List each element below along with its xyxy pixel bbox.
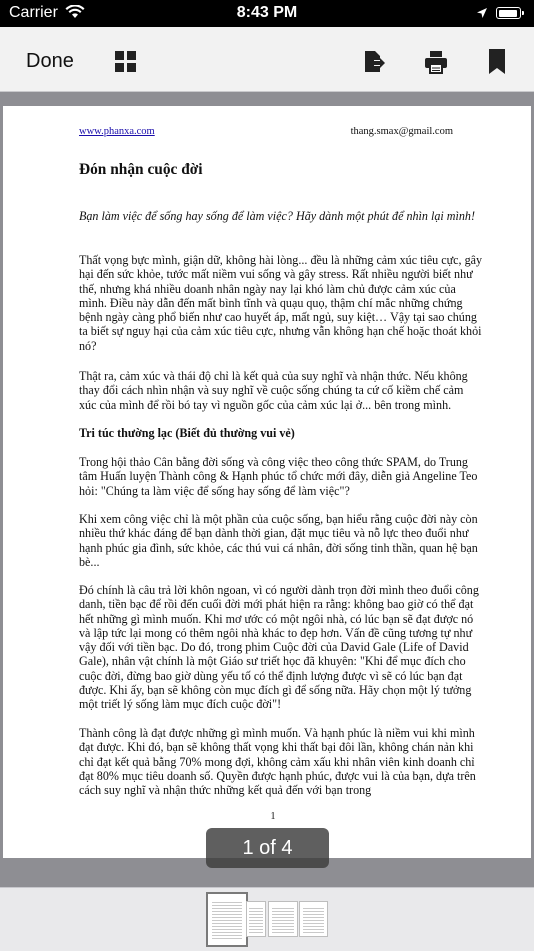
paragraph-1: Thất vọng bực mình, giận dữ, không hài lòng... đều là những cảm xúc tiêu cực, gây hại đến sức khỏe, tước mất niềm vui sống và gây stress. Rất nhiều người biết như thế, nhưng khá nhiều doanh nhân ngày nay lại khó làm chủ được cảm xúc của mình. Điều này dẫn đến mất bình tĩnh và quạu quọ, thậm chí mắc những chứng bệnh ngày càng phổ biến như cao huyết áp, mất ngủ, suy kiệt… Vậy tại sao chúng ta biết sự nguy hại của cảm xúc tiêu cực, nhưng vẫn không hạn chế hoặc thoát khỏi nó? (79, 253, 483, 353)
bookmark-icon[interactable] (489, 49, 505, 79)
page-number: 1 (270, 811, 276, 822)
document-page (3, 106, 531, 858)
paragraph-6: Thành công là đạt được những gì mình muốn. Và hạnh phúc là niềm vui khi mình đạt được. Khi đó, bạn sẽ không thất vọng khi thất bại đôi lần, không chán nản khi chỉ đạt kết quả bằng 70% mong đợi, không cảm xấu khi nhân viên kinh doanh chỉ đạt 80% mục tiêu doanh số. Quyền được hạnh phúc, được vui là của bạn, dựa trên cách suy nghĩ và nhận thức những kết quả đến với bạn trong (79, 726, 476, 798)
thumbnail-page-4[interactable] (299, 901, 328, 937)
document-title: Đón nhận cuộc đời (79, 161, 203, 178)
clock: 8:43 PM (236, 4, 298, 21)
thumbnail-page-2[interactable] (246, 901, 266, 937)
location-arrow-icon (476, 6, 488, 24)
status-bar (0, 0, 534, 27)
thumbnail-strip (0, 887, 534, 951)
battery-icon (496, 7, 521, 19)
grid-view-icon[interactable] (115, 51, 136, 77)
thumbnail-page-1[interactable] (206, 892, 248, 947)
paragraph-5: Đó chính là câu trả lời khôn ngoan, vì có người dành trọn đời mình theo đuổi công danh, tiền bạc để rồi đến cuối đời mới phát hiện ra rằng: không bao giờ có thể đạt hết những gì mình muốn. Khi mơ ước có một ngôi nhà, có lúc bạn sẽ đạt được nó và lập tức lại mong có thêm ngôi nhà khác to đẹp hơn. Vấn đề cũng tương tự như vậy đối với tiền bạc. Do đó, trong phim Cuộc đời của David Gale (Life of David Gale), nhân vật chính là một Giáo sư triết học đã khuyên: "Khi để mục đích cho cuộc đời, đừng bao giờ dùng yếu tố có thể định lượng được vì sẽ có lúc bạn đạt được. Khi ấy, bạn sẽ không còn mục đích gì để sống nữa. Hãy chọn một lý tưởng một triết lý sống làm mục đích cuộc đời"! (79, 583, 479, 712)
paragraph-4: Khi xem công việc chỉ là một phần của cuộc sống, bạn hiểu rằng cuộc đời này còn nhiều thứ khác đáng để bạn dành thời gian, đặt mục tiêu và nỗ lực theo đuổi như hạnh phúc gia đình, sức khỏe, các thú vui cá nhân, đời sống tinh thần, quan hệ bạn bè... (79, 512, 478, 569)
page-indicator: 1 of 4 (206, 828, 329, 868)
paragraph-3: Trong hội thảo Cân bằng đời sống và công việc theo công thức SPAM, do Trung tâm Huấn luyện Thành công & Hạnh phúc tổ chức mới đây, diễn giả Angeline Teo hỏi: "Chúng ta làm việc để sống hay sống để làm việc"? (79, 455, 478, 498)
toolbar (0, 27, 534, 92)
export-icon[interactable] (363, 50, 387, 79)
done-button[interactable]: Done (26, 50, 74, 72)
print-icon[interactable] (424, 50, 448, 79)
carrier-label: Carrier (9, 4, 58, 21)
thumbnail-page-3[interactable] (268, 901, 298, 937)
intro-paragraph: Bạn làm việc để sống hay sống để làm việc? Hãy dành một phút để nhìn lại mình! (79, 209, 475, 223)
section-heading: Tri túc thường lạc (Biết đủ thường vui vẻ) (79, 426, 295, 440)
author-email: thang.smax@gmail.com (350, 126, 453, 137)
paragraph-2: Thật ra, cảm xúc và thái độ chỉ là kết quả của suy nghĩ và nhận thức. Nếu không thay đổi cách nhìn nhận và suy nghĩ về cuộc sống chúng ta cứ cố kiềm chế cảm xúc của mình để rồi bó tay vì nguồn gốc của cảm xúc lại ở... bên trong mình. (79, 369, 468, 412)
site-link[interactable]: www.phanxa.com (79, 126, 155, 137)
document-viewer[interactable] (0, 92, 534, 887)
